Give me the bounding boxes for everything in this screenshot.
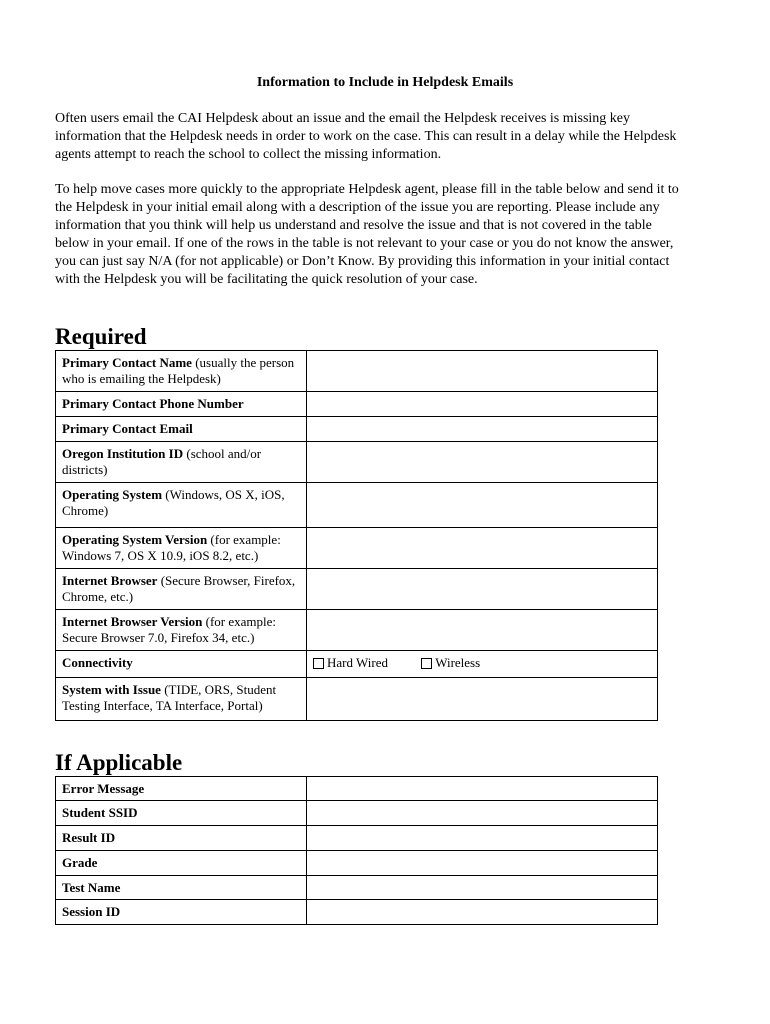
- operating-system-version-field[interactable]: [307, 528, 658, 569]
- field-name: Error Message: [62, 781, 145, 796]
- field-label: [56, 651, 307, 678]
- field-name: Primary Contact Phone Number: [62, 396, 244, 411]
- field-name: Connectivity: [62, 655, 133, 670]
- field-label: [56, 569, 307, 610]
- field-name: Result ID: [62, 830, 116, 845]
- table-row: [56, 351, 658, 392]
- required-heading: Required: [55, 324, 147, 349]
- field-note: (Secure Browser, Firefox, Chrome, etc.): [62, 573, 296, 604]
- if-applicable-table: [55, 776, 658, 925]
- table-row: [56, 777, 658, 801]
- field-label: [56, 801, 307, 826]
- checkbox-label: Wireless: [435, 655, 481, 670]
- field-label: [56, 826, 307, 851]
- primary-contact-name-field[interactable]: [307, 351, 658, 392]
- table-row: [56, 569, 658, 610]
- field-label: [56, 528, 307, 569]
- table-row: [56, 417, 658, 442]
- field-note: (school and/or districts): [62, 446, 262, 477]
- table-row: [56, 610, 658, 651]
- checkbox-icon[interactable]: [313, 658, 324, 669]
- checkbox-label: Hard Wired: [327, 655, 388, 670]
- hard-wired-option[interactable]: [313, 655, 388, 671]
- field-name: Oregon Institution ID: [62, 446, 184, 461]
- field-name: Primary Contact Name: [62, 355, 192, 370]
- system-with-issue-field[interactable]: [307, 678, 658, 721]
- field-label: [56, 417, 307, 442]
- intro-paragraph: Often users email the CAI Helpdesk about an issue and the email the Helpdesk receives is missing key information that the Helpdesk needs in order to work on the case. This can result in a delay while the Helpdesk agents attempt to reach the school to collect the missing information.: [55, 111, 677, 162]
- field-name: Test Name: [62, 880, 121, 895]
- instructions-paragraph: To help move cases more quickly to the appropriate Helpdesk agent, please fill in the table below and send it to the Helpdesk in your initial email along with a description of the issue you are reporting. Please include any information that you think will help us understand and resolve the issue and that is not covered in the table below in your email. If one of the rows in the table is not relevant to your case or you do not know the answer, you can just say N/A (for not applicable) or Don’t Know. By providing this information in your initial contact with the Helpdesk you will be facilitating the quick resolution of your case.: [55, 182, 679, 287]
- field-note: (for example: Secure Browser 7.0, Firefox 34, etc.): [62, 614, 276, 645]
- field-label: [56, 483, 307, 528]
- field-note: (Windows, OS X, iOS, Chrome): [62, 487, 285, 518]
- field-label: [56, 610, 307, 651]
- if-applicable-heading: If Applicable: [55, 750, 183, 775]
- session-id-field[interactable]: [307, 900, 658, 925]
- table-row: [56, 851, 658, 876]
- table-row: [56, 651, 658, 678]
- field-label: [56, 876, 307, 900]
- primary-contact-phone-field[interactable]: [307, 392, 658, 417]
- field-note: (for example: Windows 7, OS X 10.9, iOS 8.2, etc.): [62, 532, 281, 563]
- field-name: Operating System: [62, 487, 163, 502]
- field-label: [56, 351, 307, 392]
- table-row: [56, 678, 658, 721]
- field-note: (usually the person who is emailing the Helpdesk): [62, 355, 295, 386]
- checkbox-icon[interactable]: [421, 658, 432, 669]
- field-name: Student SSID: [62, 805, 138, 820]
- field-name: Primary Contact Email: [62, 421, 193, 436]
- grade-field[interactable]: [307, 851, 658, 876]
- field-note: (TIDE, ORS, Student Testing Interface, TA Interface, Portal): [62, 682, 277, 713]
- error-message-field[interactable]: [307, 777, 658, 801]
- student-ssid-field[interactable]: [307, 801, 658, 826]
- field-label: [56, 442, 307, 483]
- field-label: [56, 851, 307, 876]
- table-row: [56, 876, 658, 900]
- table-row: [56, 442, 658, 483]
- wireless-option[interactable]: [421, 655, 480, 671]
- primary-contact-email-field[interactable]: [307, 417, 658, 442]
- internet-browser-field[interactable]: [307, 569, 658, 610]
- field-label: [56, 900, 307, 925]
- table-row: [56, 801, 658, 826]
- table-row: [56, 483, 658, 528]
- test-name-field[interactable]: [307, 876, 658, 900]
- field-name: Internet Browser Version: [62, 614, 203, 629]
- field-name: Operating System Version: [62, 532, 208, 547]
- table-row: [56, 826, 658, 851]
- connectivity-options: [307, 651, 658, 678]
- field-name: System with Issue: [62, 682, 161, 697]
- field-name: Session ID: [62, 904, 121, 919]
- field-label: [56, 678, 307, 721]
- field-name: Internet Browser: [62, 573, 158, 588]
- document-title: Information to Include in Helpdesk Emails: [256, 75, 514, 90]
- field-name: Grade: [62, 855, 98, 870]
- operating-system-field[interactable]: [307, 483, 658, 528]
- internet-browser-version-field[interactable]: [307, 610, 658, 651]
- table-row: [56, 900, 658, 925]
- oregon-institution-id-field[interactable]: [307, 442, 658, 483]
- table-row: [56, 392, 658, 417]
- field-label: [56, 392, 307, 417]
- result-id-field[interactable]: [307, 826, 658, 851]
- field-label: [56, 777, 307, 801]
- required-table: [55, 350, 658, 721]
- table-row: [56, 528, 658, 569]
